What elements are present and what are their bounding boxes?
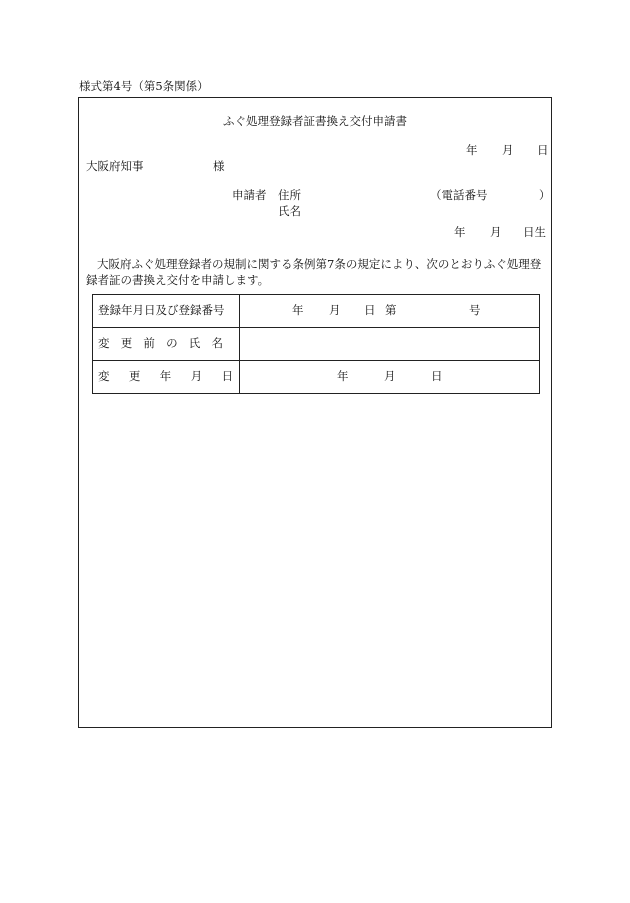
document-title: ふぐ処理登録者証書換え交付申請書 (223, 114, 407, 128)
registration-year-label: 年 (292, 303, 304, 317)
change-day-label: 日 (431, 369, 443, 383)
date-year-label: 年 (466, 143, 478, 157)
table-row (93, 295, 540, 328)
applicant-label: 申請者 (232, 188, 267, 202)
change-date-label: 変更年月日 (98, 369, 253, 383)
birth-year-label: 年 (454, 225, 466, 239)
change-year-label: 年 (337, 369, 349, 383)
table-label-cell (93, 361, 253, 394)
registration-number-prefix: 第 (385, 303, 397, 317)
table-row (93, 328, 540, 361)
registration-month-label: 月 (329, 303, 341, 317)
previous-name-value-cell[interactable] (240, 328, 540, 361)
table-row (93, 361, 540, 394)
form-number: 様式第4号（第5条関係） (79, 79, 209, 93)
addressee-label: 大阪府知事 (86, 159, 144, 173)
birth-day-label: 日生 (523, 225, 546, 239)
registration-value-cell[interactable] (240, 295, 540, 328)
change-date-value-cell[interactable] (240, 361, 540, 394)
info-table (92, 294, 540, 394)
phone-number-close: ） (539, 188, 551, 202)
registration-number-suffix: 号 (469, 303, 481, 317)
phone-number-label: （電話番号 (430, 188, 488, 202)
change-month-label: 月 (384, 369, 396, 383)
birth-month-label: 月 (490, 225, 502, 239)
addressee-honorific: 様 (213, 159, 225, 173)
table-label-cell (93, 295, 240, 328)
address-label: 住所 (278, 188, 301, 202)
table-label-cell (93, 328, 240, 361)
name-label: 氏名 (278, 204, 301, 218)
date-month-label: 月 (502, 143, 514, 157)
registration-label: 登録年月日及び登録番号 (98, 303, 225, 317)
application-statement: 大阪府ふぐ処理登録者の規制に関する条例第7条の規定により、次のとおりふぐ処理登録者証の書換え交付を申請します。 (86, 257, 542, 287)
date-day-label: 日 (537, 143, 549, 157)
registration-day-label: 日 (364, 303, 376, 317)
previous-name-label: 変更前の氏名 (98, 336, 235, 350)
